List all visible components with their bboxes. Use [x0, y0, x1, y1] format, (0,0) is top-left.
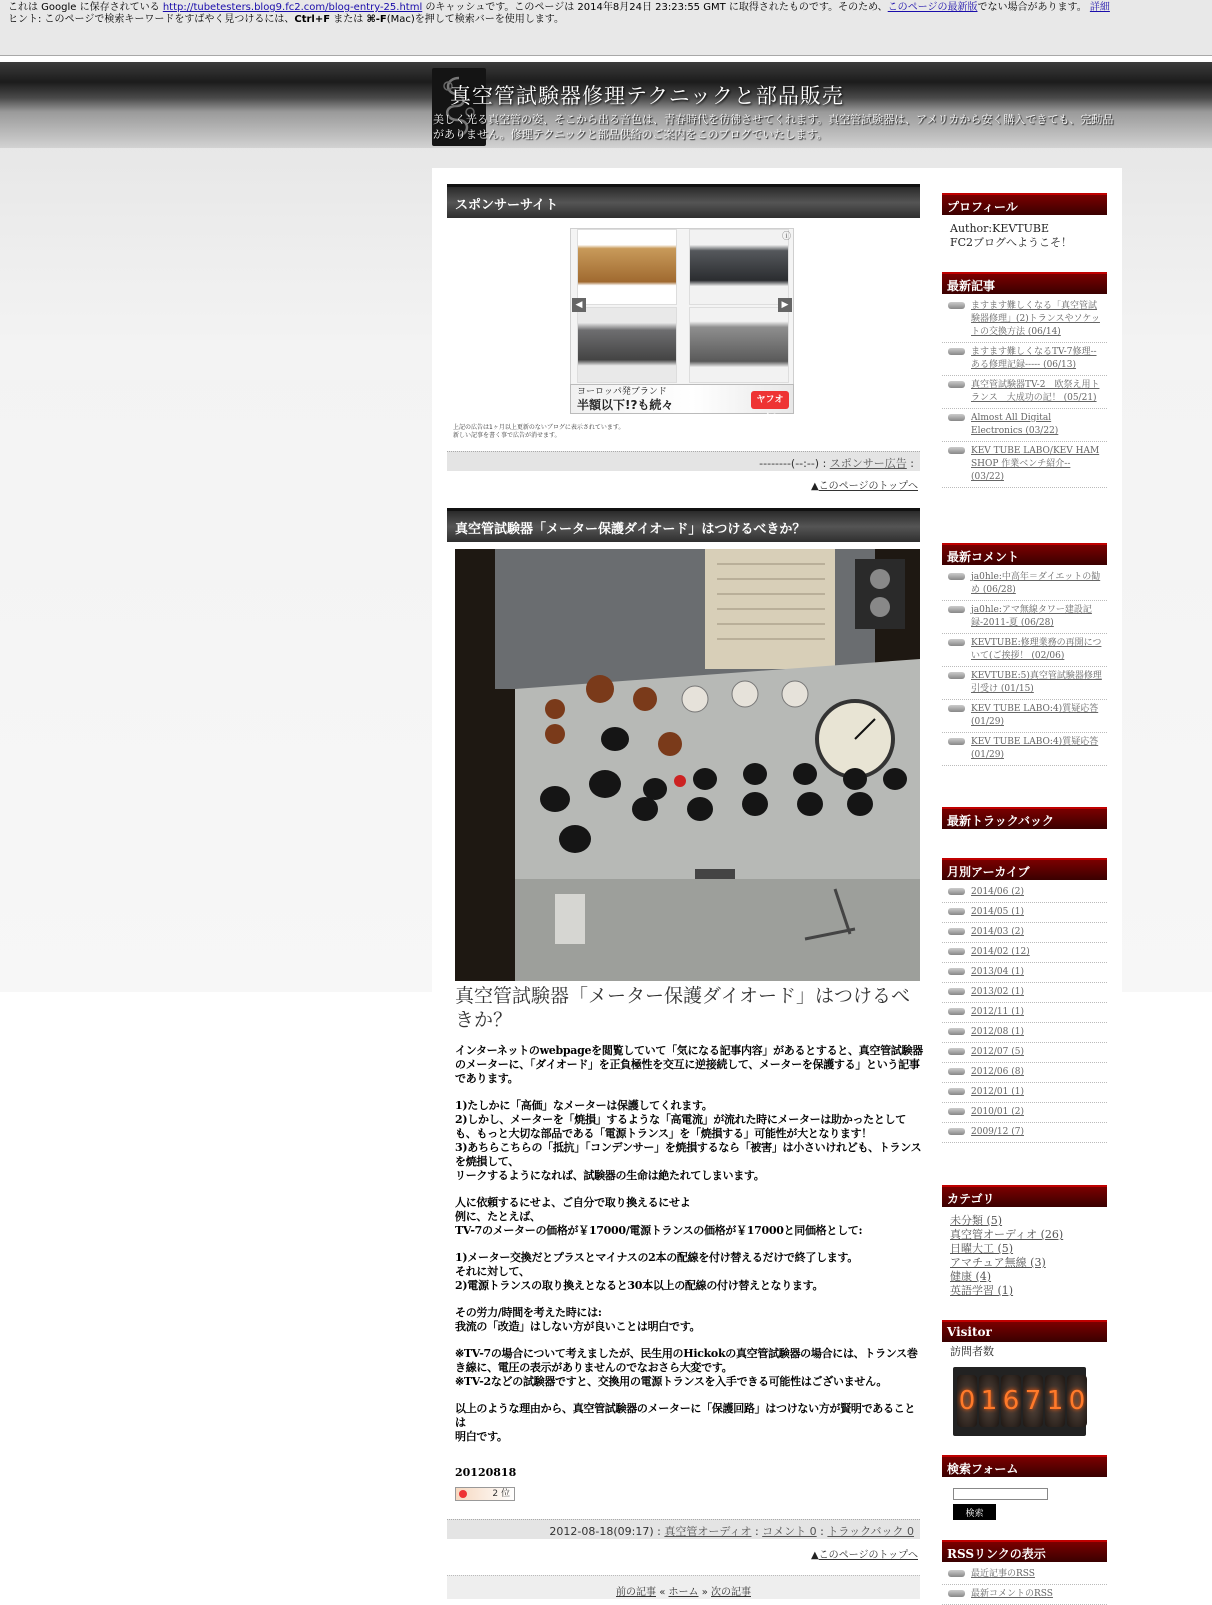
- list-item: [942, 943, 1107, 963]
- ad-note: [453, 424, 624, 440]
- entry-text: 我流の「改造」はしない方が良いことは明白です。: [455, 1320, 701, 1333]
- home-link[interactable]: ホーム: [668, 1587, 699, 1598]
- entry-paragraph-2: [455, 1099, 923, 1183]
- bullet-icon: [948, 348, 965, 355]
- search-button[interactable]: 検索: [953, 1504, 996, 1520]
- archive-link[interactable]: 2009/12 (7): [971, 1127, 1024, 1137]
- bullet-icon: [948, 948, 965, 955]
- list-item: [942, 923, 1107, 943]
- list-item: [942, 667, 1107, 700]
- bullet-icon: [948, 672, 965, 679]
- entry-pagetop-link[interactable]: このページのトップへ: [818, 1550, 918, 1561]
- ad-next-arrow-icon[interactable]: ▶: [778, 298, 792, 312]
- list-item: [942, 1585, 1107, 1605]
- ad-image-clock[interactable]: [577, 229, 677, 305]
- recent-comment-link[interactable]: ja0hle:中高年＝ダイエットの勧め (06/28): [971, 572, 1101, 595]
- sponsor-heading: スポンサーサイト: [447, 184, 920, 218]
- entry-heading[interactable]: 真空管試験器「メーター保護ダイオード」はつけるべきか？: [447, 508, 920, 542]
- recent-comments-heading: 最新コメント: [942, 543, 1107, 565]
- sponsor-pagetop: [700, 477, 918, 492]
- archive-link[interactable]: 2012/01 (1): [971, 1087, 1024, 1097]
- category-box: [942, 1210, 1107, 1302]
- cache-notice-line: [8, 2, 1204, 14]
- cache-banner: [0, 0, 1212, 56]
- bullet-icon: [948, 302, 965, 309]
- list-item: [942, 568, 1107, 601]
- entry-paragraph-5: [455, 1306, 923, 1334]
- counter-digit: 0: [957, 1375, 977, 1427]
- bullet-icon: [948, 1108, 965, 1115]
- list-item: [942, 883, 1107, 903]
- category-heading: カテゴリ: [942, 1185, 1107, 1207]
- list-item: [942, 1003, 1107, 1023]
- entry-text: ※TV-7の場合について考えましたが、民生用のHickokの真空管試験器の場合には、トランス巻き線に、電圧の表示がありませんのでなおさら大変です。: [455, 1347, 918, 1374]
- entry-trackback-link[interactable]: トラックバック 0: [827, 1525, 914, 1538]
- entry-text: 明白です。: [455, 1430, 508, 1443]
- list-item: [942, 601, 1107, 634]
- entry-title: 真空管試験器「メーター保護ダイオード」はつけるべきか？: [455, 985, 911, 1031]
- hint-suffix: (Mac)を押して検索バーを使用します。: [386, 14, 564, 25]
- archive-link[interactable]: 2012/11 (1): [971, 1007, 1024, 1017]
- monthly-archive-box: [942, 883, 1107, 1143]
- recent-entry-link[interactable]: 真空管試験器TV-2 欧祭え用トランス 大成功の記！ (05/21): [971, 380, 1100, 403]
- details-link[interactable]: 詳細: [1089, 2, 1110, 13]
- entry-text: 2)しかし、メーターを「焼損」するような「高電流」が流れた時にメーターは助かったとしても、もっと大切な部品である「電源トランス」を「焼損する」可能性が大となります！: [455, 1113, 906, 1140]
- ad-banner-line2: 半額以下!?も続々: [577, 398, 674, 412]
- entry-text: 2)電源トランスの取り換えとなると30本以上の配線の付け替えとなります。: [455, 1279, 824, 1292]
- archive-link[interactable]: 2014/05 (1): [971, 907, 1024, 917]
- category-link[interactable]: アマチュア無線 (3): [950, 1256, 1046, 1269]
- list-item: [942, 963, 1107, 983]
- profile-welcome: FC2ブログへようこそ！: [950, 236, 1073, 249]
- cached-url-link[interactable]: http://tubetesters.blog9.fc2.com/blog-entry-25.html: [162, 2, 423, 13]
- list-item: [942, 1123, 1107, 1143]
- entry-text: ※TV-2などの試験器ですと、交換用の電源トランスを入手できる可能性はございません。: [455, 1375, 888, 1388]
- entry-paragraph-4: [455, 1251, 923, 1293]
- ranking-badge[interactable]: [455, 1487, 515, 1501]
- archive-link[interactable]: 2012/06 (8): [971, 1067, 1024, 1077]
- bullet-icon: [948, 1570, 965, 1577]
- archive-link[interactable]: 2013/04 (1): [971, 967, 1024, 977]
- site-description: 美しく光る真空管の姿、そこから出る音色は、青春時代を彷彿させてくれます。真空管試験器は、アメリカから安く購入できても、完動品がありません。修理テクニックと部品供給のご案内をこのブログでいたします。: [433, 113, 1114, 141]
- sponsor-meta-suffix: :: [910, 457, 914, 470]
- counter-digit: 7: [1023, 1375, 1043, 1427]
- bullet-icon: [948, 1068, 965, 1075]
- entry-text: 1)たしかに「高価」なメーターは保護してくれます。: [455, 1099, 713, 1112]
- bullet-icon: [948, 381, 965, 388]
- bullet-icon: [948, 447, 965, 454]
- list-item: [942, 376, 1107, 409]
- bullet-icon: [948, 908, 965, 915]
- visitor-heading: Visitor: [942, 1320, 1107, 1342]
- bullet-icon: [948, 968, 965, 975]
- rss-heading: RSSリンクの表示: [942, 1540, 1107, 1562]
- entry-paragraph-3: [455, 1196, 923, 1238]
- list-item: [942, 343, 1107, 376]
- bullet-icon: [948, 928, 965, 935]
- visitor-label: 訪問者数: [942, 1343, 1107, 1363]
- rss-link[interactable]: 最新コメントのRSS: [971, 1589, 1053, 1599]
- search-input[interactable]: [953, 1488, 1048, 1500]
- sponsor-meta-bar: [447, 451, 920, 471]
- search-form-heading: 検索フォーム: [942, 1455, 1107, 1477]
- sponsor-pagetop-link[interactable]: このページのトップへ: [818, 481, 918, 492]
- prev-entry-link[interactable]: 前の記事: [616, 1587, 656, 1598]
- list-item: [942, 983, 1107, 1003]
- entry-text: インターネットのwebpageを閲覧していて「気になる記事内容」があるとすると、真空管試験器のメーターに、「ダイオード」を正負極性を交互に逆接続して、メーターを保護する」という記事であります。: [455, 1044, 923, 1085]
- entry-text: 3)あちらこちらの「抵抗」「コンデンサー」を焼損するなら「被害」は小さいけれども、トランスを焼損して、: [455, 1141, 922, 1168]
- category-link[interactable]: 日曜大工 (5): [950, 1242, 1014, 1255]
- entry-comment-link[interactable]: コメント 0: [762, 1525, 817, 1538]
- entry-body: [455, 1044, 923, 1457]
- entry-text: 以上のような理由から、真空管試験器のメーターに「保護回路」はつけない方が賢明であることは: [455, 1402, 916, 1429]
- bullet-icon: [948, 705, 965, 712]
- hint-mid: または: [333, 14, 364, 25]
- ad-image-switch[interactable]: [577, 307, 677, 383]
- bullet-icon: [948, 573, 965, 580]
- bullet-icon: [948, 1128, 965, 1135]
- recent-comment-link[interactable]: ja0hle:アマ無線タワー建設記録-2011-夏 (06/28): [971, 605, 1092, 628]
- profile-heading: プロフィール: [942, 193, 1107, 215]
- bullet-icon: [948, 1590, 965, 1597]
- recent-comment-link[interactable]: KEVTUBE:5)真空管試験器修理引受け (01/15): [971, 671, 1102, 694]
- counter-digit: 1: [979, 1375, 999, 1427]
- entry-paragraph-6: [455, 1347, 923, 1389]
- recent-entry-link[interactable]: ますます難しくなる「真空管試験器修理」(2)トランスやソケットの交換方法 (06/14): [971, 301, 1100, 337]
- site-title[interactable]: 真空管試験器修理テクニックと部品販売: [450, 84, 844, 108]
- ad-banner[interactable]: [570, 384, 794, 423]
- recent-entry-link[interactable]: ますます難しくなるTV-7修理--ある修理記録----- (06/13): [971, 347, 1097, 370]
- ad-banner-badge: ヤフオク!: [751, 391, 789, 409]
- bullet-icon: [948, 639, 965, 646]
- bullet-icon: [948, 1088, 965, 1095]
- archive-link[interactable]: 2013/02 (1): [971, 987, 1024, 997]
- list-item: [942, 1043, 1107, 1063]
- bullet-icon: [948, 1048, 965, 1055]
- bullet-icon: [948, 888, 965, 895]
- pagetop-arrow-icon: ▲: [810, 1550, 819, 1561]
- entry-text: 例に、たとえば、: [455, 1210, 541, 1223]
- list-item: [942, 1565, 1107, 1585]
- bullet-icon: [948, 738, 965, 745]
- entry-text: それに対して、: [455, 1265, 530, 1278]
- counter-digit: 0: [1067, 1375, 1087, 1427]
- recent-comments-box: [942, 568, 1107, 766]
- list-item: [942, 634, 1107, 667]
- category-link[interactable]: 健康 (4): [950, 1270, 992, 1283]
- rss-link[interactable]: 最近記事のRSS: [971, 1569, 1035, 1579]
- category-link[interactable]: 未分類 (5): [950, 1214, 1003, 1227]
- cache-hint-line: [8, 14, 1204, 26]
- archive-link[interactable]: 2012/07 (5): [971, 1047, 1024, 1057]
- bullet-icon: [948, 988, 965, 995]
- ad-prev-arrow-icon[interactable]: ◀: [572, 298, 586, 312]
- hint-key-ctrl-f: Ctrl+F: [294, 14, 331, 25]
- profile-author: Author:KEVTUBE: [950, 222, 1050, 235]
- bullet-icon: [948, 1028, 965, 1035]
- recent-entries-heading: 最新記事: [942, 272, 1107, 294]
- sponsor-meta-time: --------(--:--) :: [759, 457, 827, 470]
- visitor-counter: [953, 1367, 1086, 1436]
- entry-text: 人に依頼するにせよ、ご自分で取り換えるにせよ: [455, 1196, 691, 1209]
- counter-digit: 6: [1001, 1375, 1021, 1427]
- list-item: [942, 1103, 1107, 1123]
- nav-separator: «: [659, 1587, 666, 1598]
- list-item: [942, 442, 1107, 488]
- entry-text: TV-7のメーターの価格が￥17000/電源トランスの価格が￥17000と同価格として:: [455, 1224, 863, 1237]
- list-item: [942, 1023, 1107, 1043]
- site-header: [0, 62, 1212, 148]
- entry-paragraph-7: [455, 1402, 923, 1444]
- pagetop-arrow-icon: ▲: [810, 481, 819, 492]
- bullet-icon: [948, 1008, 965, 1015]
- entry-meta-time: 2012-08-18(09:17) :: [549, 1525, 661, 1538]
- ranking-label: 2 位: [492, 1489, 510, 1499]
- entry-paragraph-1: [455, 1044, 923, 1086]
- ad-banner-line1: ヨーロッパ発ブランド: [577, 387, 667, 397]
- hint-prefix: ヒント: このページで検索キーワードをすばやく見つけるには、: [8, 14, 295, 25]
- recent-comment-link[interactable]: KEVTUBE:修理業務の再開について(ご挨拶！ (02/06): [971, 638, 1102, 661]
- entry-meta-bar: 2012-08-18(09:17) : 真空管オーディオ : コメント 0 : トラックバック 0: [447, 1519, 920, 1539]
- archive-link[interactable]: 2014/06 (2): [971, 887, 1024, 897]
- recent-entry-link[interactable]: KEV TUBE LABO/KEV HAM SHOP 作業ベンチ紹介-- (03/22): [971, 446, 1100, 482]
- entry-date-stamp: 20120818: [455, 1466, 517, 1479]
- entry-text: リークするようになれば、試験器の生命は絶たれてしまいます。: [455, 1169, 765, 1182]
- list-item: [942, 903, 1107, 923]
- monthly-archive-heading: 月別アーカイブ: [942, 858, 1107, 880]
- bullet-icon: [948, 414, 965, 421]
- list-item: [942, 409, 1107, 442]
- list-item: [942, 733, 1107, 766]
- recent-entry-link[interactable]: Almost All Digital Electronics (03/22): [971, 413, 1059, 436]
- list-item: [942, 1063, 1107, 1083]
- list-item: [942, 297, 1107, 343]
- category-link[interactable]: 真空管オーディオ (26): [950, 1228, 1064, 1241]
- nav-separator: »: [701, 1587, 708, 1598]
- sponsor-ad-link[interactable]: スポンサー広告: [829, 457, 907, 470]
- archive-link[interactable]: 2014/02 (12): [971, 947, 1030, 957]
- rss-box: [942, 1565, 1107, 1605]
- ad-info-icon[interactable]: ⓘ: [781, 232, 791, 242]
- ranking-icon: [459, 1490, 467, 1498]
- entry-navigation: [447, 1575, 920, 1599]
- entry-category-link[interactable]: 真空管オーディオ: [664, 1525, 752, 1538]
- list-item: [942, 700, 1107, 733]
- recent-trackbacks-heading: 最新トラックバック: [942, 807, 1107, 829]
- entry-text: その労力/時間を考えた時には:: [455, 1306, 602, 1319]
- recent-comment-link[interactable]: KEV TUBE LABO:4)質疑応答 (01/29): [971, 737, 1099, 760]
- cache-notice-mid: のキャッシュです。このページは 2014年8月24日 23:23:55 GMT に取得されたものです。そのため、: [425, 2, 888, 13]
- archive-link[interactable]: 2014/03 (2): [971, 927, 1024, 937]
- recent-entries-box: [942, 297, 1107, 488]
- archive-link[interactable]: 2012/08 (1): [971, 1027, 1024, 1037]
- profile-box: [942, 218, 1107, 254]
- cache-notice-prefix: これは Google に保存されている: [8, 2, 160, 13]
- archive-link[interactable]: 2010/01 (2): [971, 1107, 1024, 1117]
- ad-image-radio-silver[interactable]: [689, 307, 789, 383]
- cache-notice-suffix: でない場合があります。: [977, 2, 1087, 13]
- entry-pagetop: [700, 1546, 918, 1561]
- recent-comment-link[interactable]: KEV TUBE LABO:4)質疑応答 (01/29): [971, 704, 1099, 727]
- ad-note-line2: 新しい記事を書く事で広告が消せます。: [453, 432, 561, 439]
- entry-text: 1)メーター交換だとプラスとマイナスの2本の配線を付け替えるだけで終了します。: [455, 1251, 858, 1264]
- list-item: [942, 1083, 1107, 1103]
- latest-version-link[interactable]: このページの最新版: [887, 2, 978, 13]
- entry-photo-tube-tester[interactable]: [455, 549, 920, 981]
- counter-digit: 1: [1045, 1375, 1065, 1427]
- next-entry-link[interactable]: 次の記事: [711, 1587, 751, 1598]
- category-link[interactable]: 英語学習 (1): [950, 1284, 1014, 1297]
- bullet-icon: [948, 606, 965, 613]
- ad-image-radio-dark[interactable]: [689, 229, 789, 305]
- hint-key-cmd-f: ⌘-F: [366, 14, 387, 25]
- ad-note-line1: 上記の広告は1ヶ月以上更新のないブログに表示されています。: [453, 424, 625, 431]
